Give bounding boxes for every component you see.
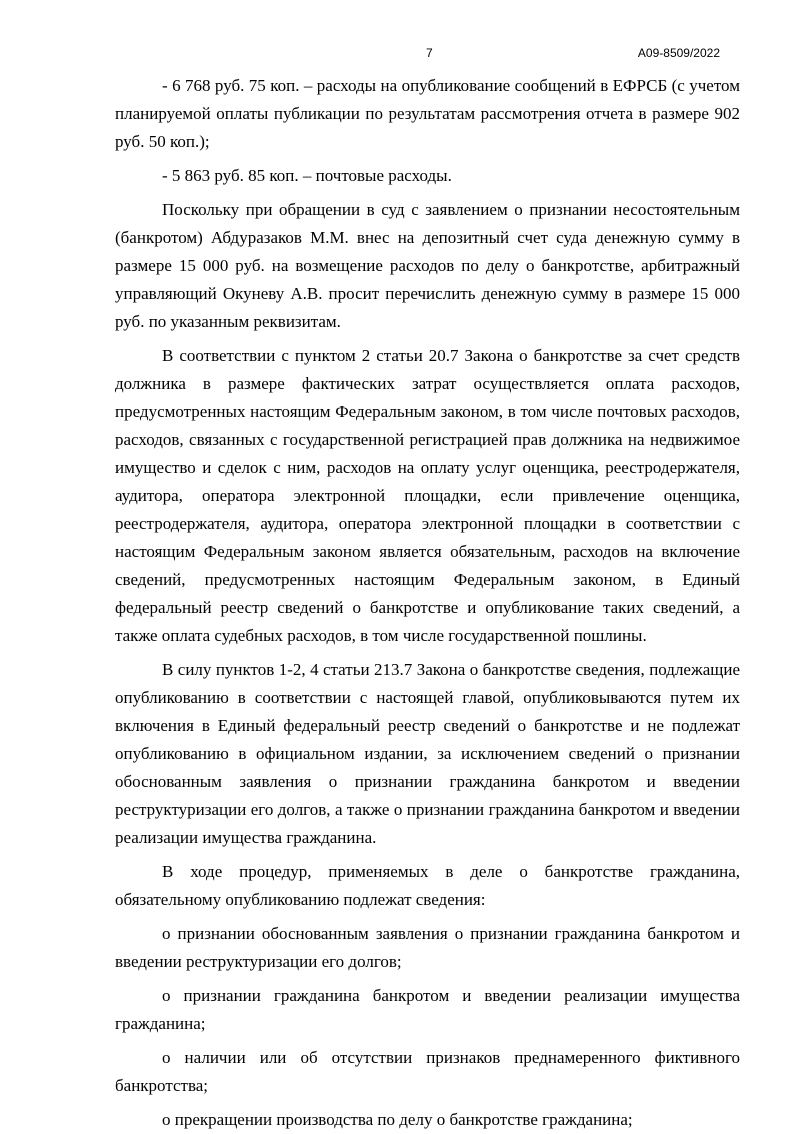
paragraph-publication-expenses: - 6 768 руб. 75 коп. – расходы на опубликование сообщений в ЕФРСБ (с учетом планируемой оплаты публикации по результатам рассмотрения отчета в размере 902 руб. 50 коп.); bbox=[115, 76, 740, 151]
list-item-termination: о прекращении производства по делу о банкротстве гражданина; bbox=[162, 1110, 633, 1129]
list-item-restructuring: о признании обоснованным заявления о признании гражданина банкротом и введении реструктуризации его долгов; bbox=[115, 924, 740, 971]
list-item-realization: о признании гражданина банкротом и введении реализации имущества гражданина; bbox=[115, 986, 740, 1033]
list-item-fictitious-bankruptcy: о наличии или об отсутствии признаков преднамеренного фиктивного банкротства; bbox=[115, 1048, 740, 1095]
document-body bbox=[115, 72, 740, 1134]
case-number: А09-8509/2022 bbox=[637, 46, 720, 60]
paragraph-deposit-transfer: Поскольку при обращении в суд с заявлением о признании несостоятельным (банкротом) Абдуразаков М.М. внес на депозитный счет суда денежную сумму в размере 15 000 руб. на возмещение расходов по делу о банкротстве, арбитражный управляющий Окуневу А.В. просит перечислить денежную сумму в размере 15 000 руб. по указанным реквизитам. bbox=[115, 200, 740, 331]
paragraph-mandatory-publication: В ходе процедур, применяемых в деле о банкротстве гражданина, обязательному опубликованию подлежат сведения: bbox=[115, 862, 740, 909]
paragraph-postal-expenses: - 5 863 руб. 85 коп. – почтовые расходы. bbox=[162, 166, 452, 185]
paragraph-article-213-7: В силу пунктов 1-2, 4 статьи 213.7 Закона о банкротстве сведения, подлежащие опубликованию в соответствии с настоящей главой, опубликовываются путем их включения в Единый федеральный реестр сведений о банкротстве и не подлежат опубликованию в официальном издании, за исключением сведений о признании обоснованным заявления о признании гражданина банкротом и введении реструктуризации его долгов, а также о признании гражданина банкротом и введении реализации имущества гражданина. bbox=[115, 660, 740, 847]
page-number: 7 bbox=[426, 46, 433, 60]
paragraph-article-20-7: В соответствии с пунктом 2 статьи 20.7 Закона о банкротстве за счет средств должника в размере фактических затрат осуществляется оплата расходов, предусмотренных настоящим Федеральным законом, в том числе почтовых расходов, расходов, связанных с государственной регистрацией прав должника на недвижимое имущество и сделок с ним, расходов на оплату услуг оценщика, реестродержателя, аудитора, оператора электронной площадки, если привлечение оценщика, реестродержателя, аудитора, оператора электронной площадки в соответствии с настоящим Федеральным законом является обязательным, расходов на включение сведений, предусмотренных настоящим Федеральным законом, в Единый федеральный реестр сведений о банкротстве и опубликование таких сведений, а также оплата судебных расходов, в том числе государственной пошлины. bbox=[115, 346, 740, 645]
